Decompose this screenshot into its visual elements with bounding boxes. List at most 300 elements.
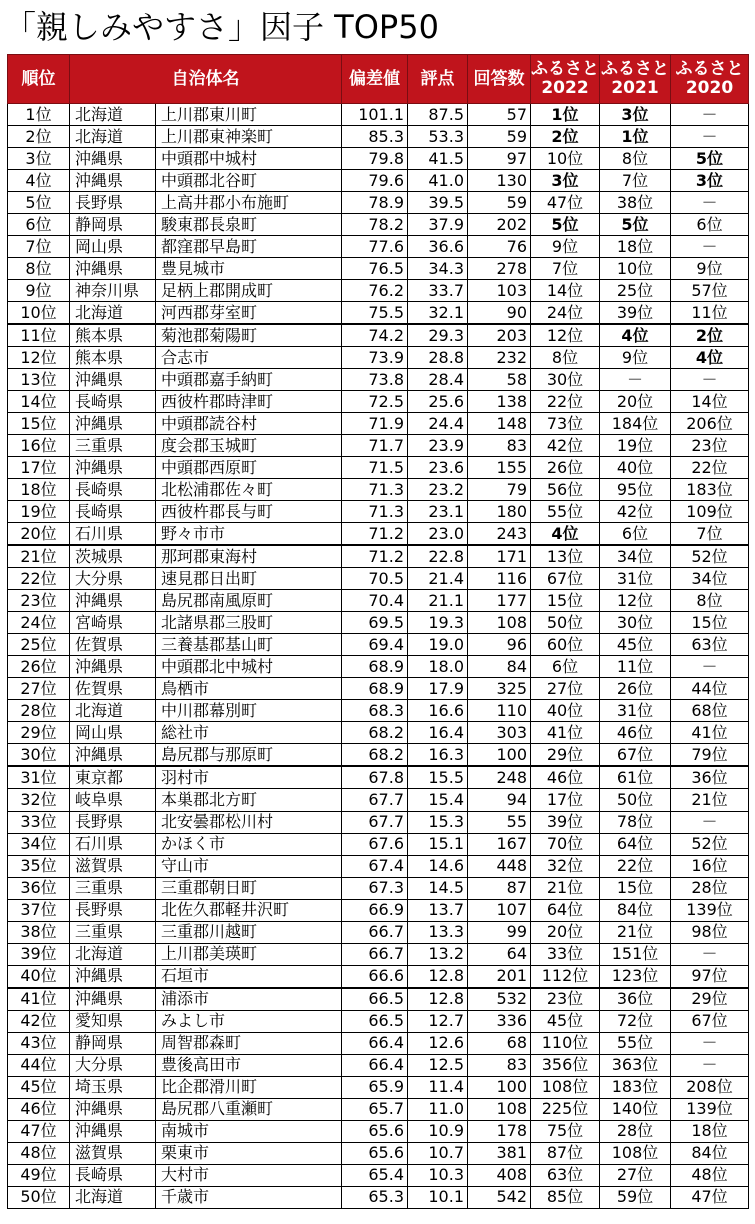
furusato-2022-cell: 40位: [531, 700, 600, 722]
furusato-2022-cell: 26位: [531, 457, 600, 479]
deviation-cell: 69.4: [342, 634, 408, 656]
furusato-2021-cell: 59位: [600, 1186, 671, 1208]
municipality-cell: 野々市市: [156, 523, 342, 546]
deviation-cell: 71.3: [342, 479, 408, 501]
respondents-cell: 76: [468, 236, 531, 258]
rank-cell: 22位: [8, 568, 70, 590]
respondents-cell: 171: [468, 545, 531, 568]
table-row: [8, 170, 749, 192]
respondents-cell: 68: [468, 1032, 531, 1054]
table-row: [8, 369, 749, 391]
score-cell: 24.4: [408, 413, 468, 435]
prefecture-cell: 岡山県: [70, 722, 156, 744]
deviation-cell: 73.8: [342, 369, 408, 391]
deviation-cell: 68.9: [342, 656, 408, 678]
furusato-2022-cell: 64位: [531, 899, 600, 921]
furusato-2021-cell: 45位: [600, 634, 671, 656]
score-cell: 41.0: [408, 170, 468, 192]
furusato-2021-cell: 12位: [600, 590, 671, 612]
furusato-2020-cell: 18位: [671, 1120, 749, 1142]
score-cell: 16.3: [408, 744, 468, 767]
rank-cell: 37位: [8, 899, 70, 921]
prefecture-cell: 東京都: [70, 766, 156, 789]
furusato-2022-cell: 55位: [531, 501, 600, 523]
furusato-2020-cell: 52位: [671, 545, 749, 568]
header-rank: 順位: [8, 55, 70, 104]
respondents-cell: 99: [468, 921, 531, 943]
municipality-cell: 中頭郡西原町: [156, 457, 342, 479]
prefecture-cell: 沖縄県: [70, 413, 156, 435]
furusato-2020-cell: 208位: [671, 1076, 749, 1098]
prefecture-cell: 石川県: [70, 833, 156, 855]
furusato-2020-cell: 4位: [671, 347, 749, 369]
table-row: [8, 435, 749, 457]
municipality-cell: 三重郡朝日町: [156, 877, 342, 899]
table-row: [8, 590, 749, 612]
deviation-cell: 79.6: [342, 170, 408, 192]
score-cell: 10.9: [408, 1120, 468, 1142]
furusato-2022-cell: 42位: [531, 435, 600, 457]
municipality-cell: 総社市: [156, 722, 342, 744]
score-cell: 37.9: [408, 214, 468, 236]
municipality-cell: 大村市: [156, 1164, 342, 1186]
table-row: [8, 1076, 749, 1098]
deviation-cell: 73.9: [342, 347, 408, 369]
municipality-cell: 鳥栖市: [156, 678, 342, 700]
header-row: [8, 55, 749, 104]
table-row: [8, 1142, 749, 1164]
furusato-2021-cell: 11位: [600, 656, 671, 678]
municipality-cell: 駿東郡長泉町: [156, 214, 342, 236]
table-row: [8, 988, 749, 1011]
score-cell: 12.8: [408, 988, 468, 1011]
furusato-2021-cell: 6位: [600, 523, 671, 546]
furusato-2022-cell: 33位: [531, 943, 600, 965]
rank-cell: 48位: [8, 1142, 70, 1164]
furusato-2020-cell: 57位: [671, 280, 749, 302]
score-cell: 39.5: [408, 192, 468, 214]
table-row: [8, 545, 749, 568]
deviation-cell: 76.2: [342, 280, 408, 302]
prefecture-cell: 北海道: [70, 1186, 156, 1208]
deviation-cell: 66.5: [342, 1010, 408, 1032]
rank-cell: 36位: [8, 877, 70, 899]
furusato-2020-cell: 14位: [671, 391, 749, 413]
prefecture-cell: 岐阜県: [70, 789, 156, 811]
respondents-cell: 542: [468, 1186, 531, 1208]
furusato-2022-cell: 21位: [531, 877, 600, 899]
prefecture-cell: 長崎県: [70, 391, 156, 413]
rank-cell: 33位: [8, 811, 70, 833]
rank-cell: 42位: [8, 1010, 70, 1032]
score-cell: 13.3: [408, 921, 468, 943]
furusato-2021-cell: 1位: [600, 126, 671, 148]
furusato-2021-cell: 38位: [600, 192, 671, 214]
rank-cell: 50位: [8, 1186, 70, 1208]
furusato-2020-cell: 44位: [671, 678, 749, 700]
table-row: [8, 612, 749, 634]
furusato-2020-cell: 97位: [671, 965, 749, 988]
furusato-2021-cell: 140位: [600, 1098, 671, 1120]
rank-cell: 2位: [8, 126, 70, 148]
table-row: [8, 104, 749, 126]
furusato-2020-cell: 5位: [671, 148, 749, 170]
score-cell: 14.6: [408, 855, 468, 877]
score-cell: 28.4: [408, 369, 468, 391]
furusato-2021-cell: 21位: [600, 921, 671, 943]
score-cell: 15.1: [408, 833, 468, 855]
furusato-2022-cell: 23位: [531, 988, 600, 1011]
header-furusato-2021: ふるさと 2021: [600, 55, 671, 104]
furusato-2020-cell: 139位: [671, 1098, 749, 1120]
municipality-cell: 島尻郡南風原町: [156, 590, 342, 612]
furusato-2020-cell: 109位: [671, 501, 749, 523]
furusato-2022-cell: 112位: [531, 965, 600, 988]
respondents-cell: 100: [468, 744, 531, 767]
furusato-2022-cell: 1位: [531, 104, 600, 126]
furusato-2020-cell: 6位: [671, 214, 749, 236]
header-deviation: 偏差値: [342, 55, 408, 104]
municipality-cell: 上高井郡小布施町: [156, 192, 342, 214]
furusato-2020-cell: 68位: [671, 700, 749, 722]
municipality-cell: 上川郡東神楽町: [156, 126, 342, 148]
municipality-cell: 南城市: [156, 1120, 342, 1142]
deviation-cell: 65.9: [342, 1076, 408, 1098]
municipality-cell: かほく市: [156, 833, 342, 855]
furusato-2020-cell: 21位: [671, 789, 749, 811]
furusato-2022-cell: 39位: [531, 811, 600, 833]
rank-cell: 1位: [8, 104, 70, 126]
table-row: [8, 789, 749, 811]
score-cell: 12.6: [408, 1032, 468, 1054]
table-row: [8, 1164, 749, 1186]
rank-cell: 23位: [8, 590, 70, 612]
score-cell: 87.5: [408, 104, 468, 126]
furusato-2020-cell: 84位: [671, 1142, 749, 1164]
respondents-cell: 448: [468, 855, 531, 877]
table-row: [8, 855, 749, 877]
table-row: [8, 656, 749, 678]
municipality-cell: 上川郡美瑛町: [156, 943, 342, 965]
prefecture-cell: 長野県: [70, 899, 156, 921]
furusato-2020-cell: －: [671, 943, 749, 965]
score-cell: 12.7: [408, 1010, 468, 1032]
respondents-cell: 155: [468, 457, 531, 479]
furusato-2022-cell: 70位: [531, 833, 600, 855]
respondents-cell: 83: [468, 435, 531, 457]
respondents-cell: 108: [468, 1098, 531, 1120]
deviation-cell: 70.5: [342, 568, 408, 590]
prefecture-cell: 北海道: [70, 700, 156, 722]
table-row: [8, 744, 749, 767]
furusato-2021-cell: 20位: [600, 391, 671, 413]
deviation-cell: 71.9: [342, 413, 408, 435]
prefecture-cell: 長野県: [70, 192, 156, 214]
deviation-cell: 65.7: [342, 1098, 408, 1120]
respondents-cell: 177: [468, 590, 531, 612]
furusato-2020-cell: 47位: [671, 1186, 749, 1208]
furusato-2022-cell: 13位: [531, 545, 600, 568]
furusato-2021-cell: 22位: [600, 855, 671, 877]
furusato-2020-cell: －: [671, 126, 749, 148]
prefecture-cell: 神奈川県: [70, 280, 156, 302]
furusato-2022-cell: 9位: [531, 236, 600, 258]
respondents-cell: 90: [468, 302, 531, 325]
municipality-cell: 三重郡川越町: [156, 921, 342, 943]
rank-cell: 32位: [8, 789, 70, 811]
score-cell: 33.7: [408, 280, 468, 302]
respondents-cell: 248: [468, 766, 531, 789]
furusato-2020-cell: 8位: [671, 590, 749, 612]
municipality-cell: 河西郡芽室町: [156, 302, 342, 325]
prefecture-cell: 熊本県: [70, 324, 156, 347]
respondents-cell: 180: [468, 501, 531, 523]
prefecture-cell: 埼玉県: [70, 1076, 156, 1098]
score-cell: 15.4: [408, 789, 468, 811]
furusato-2020-cell: 28位: [671, 877, 749, 899]
furusato-2021-cell: 50位: [600, 789, 671, 811]
table-row: [8, 943, 749, 965]
respondents-cell: 100: [468, 1076, 531, 1098]
furusato-2021-cell: 72位: [600, 1010, 671, 1032]
furusato-2022-cell: 108位: [531, 1076, 600, 1098]
municipality-cell: 中頭郡中城村: [156, 148, 342, 170]
respondents-cell: 148: [468, 413, 531, 435]
municipality-cell: 栗東市: [156, 1142, 342, 1164]
deviation-cell: 66.6: [342, 965, 408, 988]
furusato-2021-cell: 34位: [600, 545, 671, 568]
ranking-table: [7, 54, 749, 1209]
score-cell: 53.3: [408, 126, 468, 148]
municipality-cell: 三養基郡基山町: [156, 634, 342, 656]
score-cell: 10.7: [408, 1142, 468, 1164]
furusato-2022-cell: 32位: [531, 855, 600, 877]
respondents-cell: 84: [468, 656, 531, 678]
furusato-2021-cell: 78位: [600, 811, 671, 833]
deviation-cell: 74.2: [342, 324, 408, 347]
furusato-2022-cell: 27位: [531, 678, 600, 700]
furusato-2022-cell: 24位: [531, 302, 600, 325]
deviation-cell: 67.8: [342, 766, 408, 789]
furusato-2020-cell: －: [671, 1054, 749, 1076]
score-cell: 23.6: [408, 457, 468, 479]
respondents-cell: 55: [468, 811, 531, 833]
furusato-2022-cell: 87位: [531, 1142, 600, 1164]
furusato-2021-cell: 7位: [600, 170, 671, 192]
rank-cell: 6位: [8, 214, 70, 236]
rank-cell: 17位: [8, 457, 70, 479]
score-cell: 11.4: [408, 1076, 468, 1098]
table-row: [8, 877, 749, 899]
furusato-2022-cell: 20位: [531, 921, 600, 943]
table-row: [8, 634, 749, 656]
municipality-cell: 都窪郡早島町: [156, 236, 342, 258]
table-row: [8, 1098, 749, 1120]
respondents-cell: 103: [468, 280, 531, 302]
rank-cell: 12位: [8, 347, 70, 369]
table-row: [8, 678, 749, 700]
respondents-cell: 57: [468, 104, 531, 126]
rank-cell: 35位: [8, 855, 70, 877]
furusato-2022-cell: 63位: [531, 1164, 600, 1186]
table-row: [8, 722, 749, 744]
deviation-cell: 65.3: [342, 1186, 408, 1208]
deviation-cell: 67.7: [342, 811, 408, 833]
table-row: [8, 921, 749, 943]
municipality-cell: 合志市: [156, 347, 342, 369]
prefecture-cell: 沖縄県: [70, 988, 156, 1011]
table-row: [8, 899, 749, 921]
header-furusato-2020: ふるさと 2020: [671, 55, 749, 104]
prefecture-cell: 沖縄県: [70, 1098, 156, 1120]
furusato-2021-cell: 46位: [600, 722, 671, 744]
furusato-2022-cell: 5位: [531, 214, 600, 236]
furusato-2022-cell: 3位: [531, 170, 600, 192]
prefecture-cell: 沖縄県: [70, 258, 156, 280]
respondents-cell: 167: [468, 833, 531, 855]
municipality-cell: 菊池郡菊陽町: [156, 324, 342, 347]
furusato-2021-cell: 95位: [600, 479, 671, 501]
table-row: [8, 833, 749, 855]
respondents-cell: 201: [468, 965, 531, 988]
rank-cell: 10位: [8, 302, 70, 325]
furusato-2020-cell: 98位: [671, 921, 749, 943]
furusato-2022-cell: 12位: [531, 324, 600, 347]
respondents-cell: 325: [468, 678, 531, 700]
furusato-2020-cell: 2位: [671, 324, 749, 347]
prefecture-cell: 宮崎県: [70, 612, 156, 634]
furusato-2021-cell: 3位: [600, 104, 671, 126]
respondents-cell: 107: [468, 899, 531, 921]
score-cell: 15.5: [408, 766, 468, 789]
municipality-cell: 北安曇郡松川村: [156, 811, 342, 833]
furusato-2021-cell: 151位: [600, 943, 671, 965]
furusato-2020-cell: 23位: [671, 435, 749, 457]
rank-cell: 5位: [8, 192, 70, 214]
score-cell: 15.3: [408, 811, 468, 833]
rank-cell: 4位: [8, 170, 70, 192]
table-row: [8, 1120, 749, 1142]
deviation-cell: 66.4: [342, 1054, 408, 1076]
deviation-cell: 67.7: [342, 789, 408, 811]
prefecture-cell: 三重県: [70, 921, 156, 943]
prefecture-cell: 三重県: [70, 877, 156, 899]
furusato-2020-cell: 3位: [671, 170, 749, 192]
table-row: [8, 1010, 749, 1032]
respondents-cell: 83: [468, 1054, 531, 1076]
rank-cell: 13位: [8, 369, 70, 391]
furusato-2020-cell: 16位: [671, 855, 749, 877]
score-cell: 13.7: [408, 899, 468, 921]
table-row: [8, 501, 749, 523]
deviation-cell: 68.9: [342, 678, 408, 700]
deviation-cell: 69.5: [342, 612, 408, 634]
respondents-cell: 381: [468, 1142, 531, 1164]
furusato-2020-cell: －: [671, 192, 749, 214]
furusato-2020-cell: －: [671, 104, 749, 126]
respondents-cell: 243: [468, 523, 531, 546]
prefecture-cell: 沖縄県: [70, 744, 156, 767]
deviation-cell: 65.6: [342, 1142, 408, 1164]
furusato-2021-cell: 19位: [600, 435, 671, 457]
prefecture-cell: 北海道: [70, 126, 156, 148]
furusato-2021-cell: 40位: [600, 457, 671, 479]
furusato-2022-cell: 22位: [531, 391, 600, 413]
furusato-2021-cell: 55位: [600, 1032, 671, 1054]
furusato-2022-cell: 110位: [531, 1032, 600, 1054]
respondents-cell: 87: [468, 877, 531, 899]
respondents-cell: 202: [468, 214, 531, 236]
deviation-cell: 68.3: [342, 700, 408, 722]
furusato-2022-cell: 60位: [531, 634, 600, 656]
respondents-cell: 59: [468, 192, 531, 214]
prefecture-cell: 茨城県: [70, 545, 156, 568]
prefecture-cell: 長崎県: [70, 501, 156, 523]
rank-cell: 14位: [8, 391, 70, 413]
rank-cell: 31位: [8, 766, 70, 789]
furusato-2022-cell: 67位: [531, 568, 600, 590]
municipality-cell: 石垣市: [156, 965, 342, 988]
municipality-cell: 西彼杵郡時津町: [156, 391, 342, 413]
table-row: [8, 391, 749, 413]
rank-cell: 47位: [8, 1120, 70, 1142]
score-cell: 18.0: [408, 656, 468, 678]
rank-cell: 40位: [8, 965, 70, 988]
municipality-cell: 中頭郡読谷村: [156, 413, 342, 435]
rank-cell: 45位: [8, 1076, 70, 1098]
deviation-cell: 71.7: [342, 435, 408, 457]
score-cell: 16.6: [408, 700, 468, 722]
furusato-2022-cell: 4位: [531, 523, 600, 546]
municipality-cell: 浦添市: [156, 988, 342, 1011]
municipality-cell: 中頭郡北谷町: [156, 170, 342, 192]
furusato-2022-cell: 45位: [531, 1010, 600, 1032]
score-cell: 10.3: [408, 1164, 468, 1186]
rank-cell: 29位: [8, 722, 70, 744]
furusato-2020-cell: 22位: [671, 457, 749, 479]
furusato-2022-cell: 17位: [531, 789, 600, 811]
rank-cell: 41位: [8, 988, 70, 1011]
prefecture-cell: 大分県: [70, 568, 156, 590]
score-cell: 21.1: [408, 590, 468, 612]
prefecture-cell: 石川県: [70, 523, 156, 546]
furusato-2021-cell: 30位: [600, 612, 671, 634]
municipality-cell: 千歳市: [156, 1186, 342, 1208]
deviation-cell: 70.4: [342, 590, 408, 612]
respondents-cell: 532: [468, 988, 531, 1011]
municipality-cell: 豊後高田市: [156, 1054, 342, 1076]
deviation-cell: 71.2: [342, 545, 408, 568]
furusato-2021-cell: 84位: [600, 899, 671, 921]
score-cell: 23.2: [408, 479, 468, 501]
rank-cell: 34位: [8, 833, 70, 855]
furusato-2020-cell: 36位: [671, 766, 749, 789]
municipality-cell: 度会郡玉城町: [156, 435, 342, 457]
deviation-cell: 66.9: [342, 899, 408, 921]
rank-cell: 25位: [8, 634, 70, 656]
score-cell: 14.5: [408, 877, 468, 899]
score-cell: 29.3: [408, 324, 468, 347]
rank-cell: 24位: [8, 612, 70, 634]
prefecture-cell: 静岡県: [70, 1032, 156, 1054]
furusato-2021-cell: 9位: [600, 347, 671, 369]
respondents-cell: 94: [468, 789, 531, 811]
furusato-2022-cell: 7位: [531, 258, 600, 280]
table-row: [8, 811, 749, 833]
prefecture-cell: 沖縄県: [70, 170, 156, 192]
deviation-cell: 85.3: [342, 126, 408, 148]
deviation-cell: 67.4: [342, 855, 408, 877]
